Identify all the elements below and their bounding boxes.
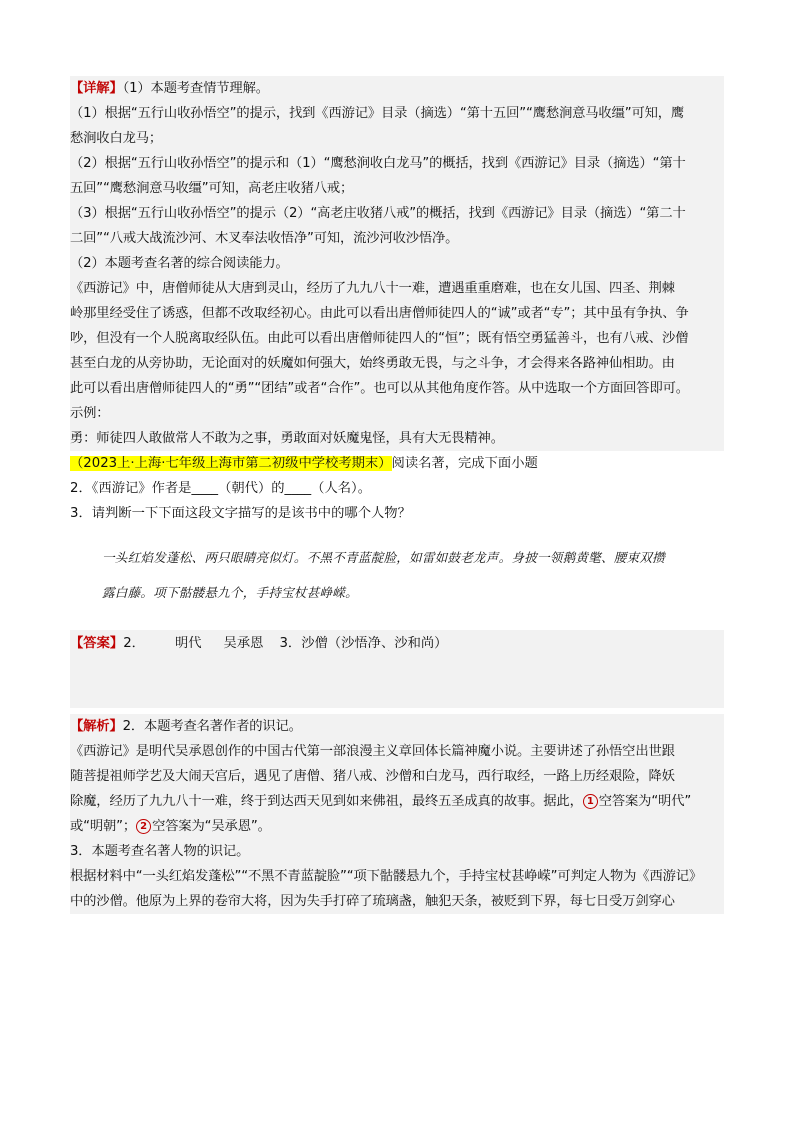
detail-line: 五回”“鹰愁涧意马收缰”可知，高老庄收猪八戒； <box>70 181 354 196</box>
quote-line: 一头红焰发蓬松、两只眼睛亮似灯。不黑不青蓝靛脸，如雷如鼓老龙声。身披一领鹅黄氅、腰束双攒 <box>102 550 665 565</box>
detail-line: 甚至白龙的从旁协助，无论面对的妖魔如何强大，始终勇敢无畏，与之斗争，才会得来各路神仙相助。由 <box>70 356 675 371</box>
answer-section <box>70 630 724 708</box>
analysis-line: 《西游记》是明代吴承恩创作的中国古代第一部浪漫主义章回体长篇神魔小说。主要讲述了孙悟空出世跟 <box>70 744 675 759</box>
detail-line: 岭那里经受住了诱惑，但都不改取经初心。由此可以看出唐僧师徒四人的“诚”或者“专”；其中虽有争执、争 <box>70 306 689 321</box>
source-highlight: （2023上·上海·七年级上海市第二初级中学校考期末） <box>70 456 392 471</box>
answer-tag: 【答案】 <box>70 636 124 651</box>
circled-number-2: 2 <box>136 819 151 834</box>
detail-tag: 【详解】 <box>70 81 123 96</box>
question-2: 2．《西游记》作者是____（朝代）的____（人名）。 <box>70 481 371 496</box>
document-page <box>70 76 724 914</box>
analysis-line: 3．本题考查名著人物的识记。 <box>70 844 250 859</box>
question-section <box>70 451 724 610</box>
detail-line: 勇：师徒四人敢做常人不敢为之事，勇敢面对妖魔鬼怪，具有大无畏精神。 <box>70 431 504 446</box>
question-header <box>70 451 724 476</box>
detail-line: 二回”“八戒大战流沙河、木叉奉法收悟净”可知，流沙河收沙悟净。 <box>70 231 459 246</box>
detail-line: （2）根据“五行山收孙悟空”的提示和（1）“鹰愁涧收白龙马”的概括，找到《西游记》目录（摘选）“第十 <box>70 156 686 171</box>
circled-number-1: 1 <box>583 794 598 809</box>
analysis-line: 【解析】2．本题考查名著作者的识记。 <box>70 719 302 734</box>
detail-line: 吵，但没有一个人脱离取经队伍。由此可以看出唐僧师徒四人的“恒”；既有悟空勇猛善斗，也有八戒、沙僧 <box>70 331 689 346</box>
question-instruction: 阅读名著，完成下面小题 <box>391 456 538 471</box>
analysis-line: 随菩提祖师学艺及大闹天宫后，遇见了唐僧、猪八戒、沙僧和白龙马，西行取经，一路上历经艰险，降妖 <box>70 769 675 784</box>
answer-line: 【答案】2． 明代 吴承恩 3．沙僧（沙悟净、沙和尚） <box>70 636 448 651</box>
detail-line: 《西游记》中，唐僧师徒从大唐到灵山，经历了九九八十一难，遭遇重重磨难，也在女儿国、四圣、荆棘 <box>70 281 675 296</box>
analysis-line: 除魔，经历了九九八十一难，终于到达西天见到如来佛祖，最终五圣成真的故事。据此， 1 空答案为“明代” <box>70 794 692 809</box>
question-3: 3．请判断一下下面这段文字描写的是该书中的哪个人物？ <box>70 506 411 521</box>
answer-dynasty: 明代 <box>174 636 202 651</box>
detail-line: 示例： <box>70 406 110 421</box>
quote-line: 露白藤。项下骷髅悬九个，手持宝杖甚峥嵘。 <box>102 585 358 600</box>
answer-item-3: 3．沙僧（沙悟净、沙和尚） <box>279 636 448 651</box>
detail-line: （1）根据“五行山收孙悟空”的提示，找到《西游记》目录（摘选）“第十五回”“鹰愁涧意马收缰”可知，鹰 <box>70 106 685 121</box>
analysis-line: 根据材料中“一头红焰发蓬松”“不黑不青蓝靛脸”“项下骷髅悬九个，手持宝杖甚峥嵘”可判定人物为《西游记》 <box>70 869 703 884</box>
answer-author: 吴承恩 <box>223 636 264 651</box>
analysis-tag: 【解析】 <box>70 719 123 734</box>
analysis-line: 中的沙僧。他原为上界的卷帘大将，因为失手打碎了琉璃盏，触犯天条，被贬到下界，每七日受万剑穿心 <box>70 894 675 909</box>
detail-section <box>70 76 724 451</box>
detail-line: （3）根据“五行山收孙悟空”的提示（2）“高老庄收猪八戒”的概括，找到《西游记》目录（摘选）“第二十 <box>70 206 686 221</box>
detail-line: 【详解】（1）本题考查情节理解。 <box>70 81 269 96</box>
detail-line: （2）本题考查名著的综合阅读能力。 <box>70 256 289 271</box>
analysis-section <box>70 714 724 914</box>
analysis-line: 或“明朝”； 2 空答案为“吴承恩”。 <box>70 819 271 834</box>
detail-line: 愁涧收白龙马； <box>70 131 163 146</box>
detail-line: 此可以看出唐僧师徒四人的“勇”“团结”或者“合作”。也可以从其他角度作答。从中选取一个方面回答即可。 <box>70 381 689 396</box>
